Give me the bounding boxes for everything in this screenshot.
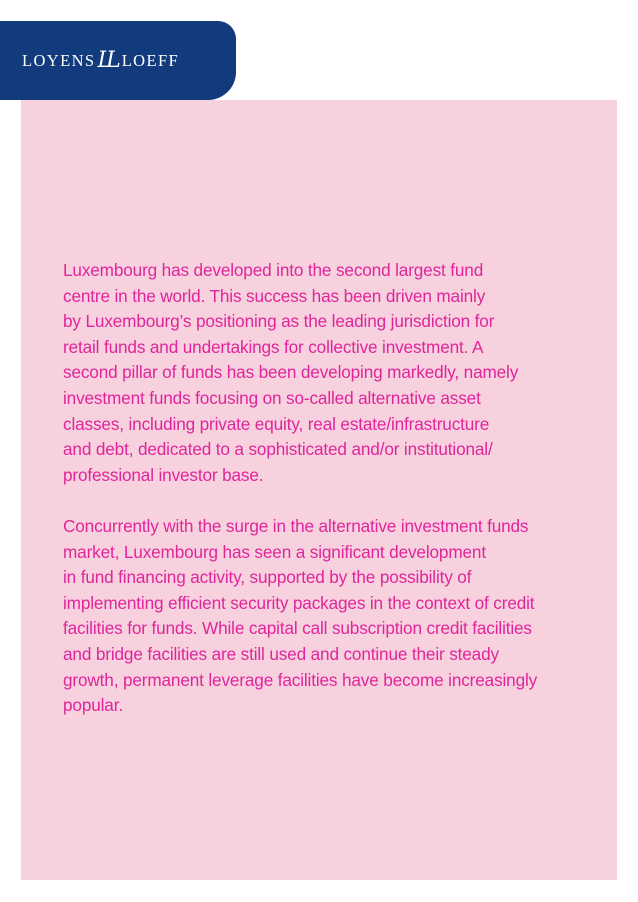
paragraph-1: [63, 258, 583, 488]
text-line: Concurrently with the surge in the alternative investment funds: [63, 515, 529, 536]
brand-name-right: LOEFF: [121, 51, 180, 70]
text-line: retail funds and undertakings for collective investment. A: [63, 336, 484, 357]
brand-logo: [22, 50, 179, 72]
text-line: implementing efficient security packages in the context of credit: [63, 592, 535, 613]
text-line: popular.: [63, 695, 123, 716]
brand-header-tab: [0, 21, 236, 100]
paragraph-2: [63, 514, 583, 719]
text-line: facilities for funds. While capital call subscription credit facilities: [63, 618, 532, 639]
text-line: and bridge facilities are still used and continue their steady: [63, 643, 499, 664]
text-line: in fund financing activity, supported by the possibility of: [63, 567, 472, 588]
text-line: Luxembourg has developed into the second largest fund: [63, 260, 484, 280]
text-line: by Luxembourg’s positioning as the leading jurisdiction for: [63, 311, 495, 332]
brand-name-left: LOYENS: [22, 51, 96, 70]
body-text: [63, 258, 583, 719]
text-line: and debt, dedicated to a sophisticated and/or institutional/: [63, 439, 493, 460]
text-line: growth, permanent leverage facilities have become increasingly: [63, 669, 538, 690]
brand-monogram: LL: [97, 48, 115, 73]
text-line: professional investor base.: [63, 464, 264, 485]
text-line: second pillar of funds has been developing markedly, namely: [63, 362, 519, 383]
text-line: market, Luxembourg has seen a significant development: [63, 541, 486, 562]
text-line: centre in the world. This success has been driven mainly: [63, 285, 486, 306]
text-line: classes, including private equity, real estate/infrastructure: [63, 413, 490, 434]
text-line: investment funds focusing on so-called alternative asset: [63, 387, 481, 408]
